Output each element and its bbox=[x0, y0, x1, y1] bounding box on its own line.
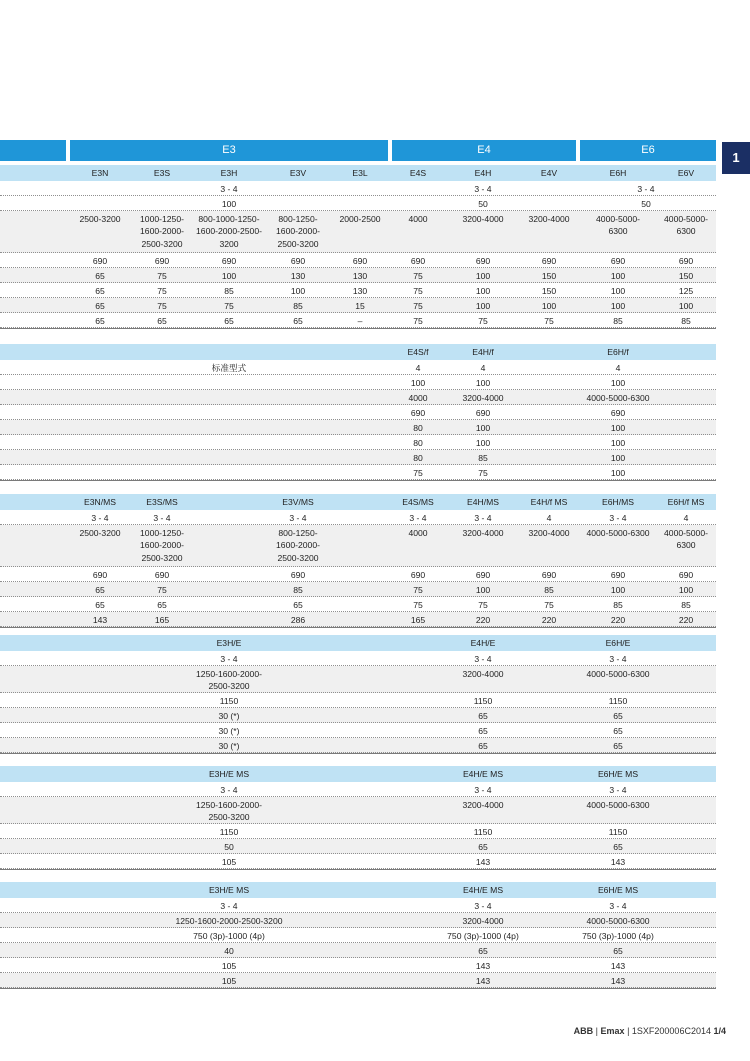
cell: 3 - 4 bbox=[220, 784, 238, 795]
cell: 65 bbox=[95, 300, 105, 311]
cell: 690 bbox=[410, 407, 426, 418]
cell: 100 bbox=[221, 270, 237, 281]
cell: 4000 bbox=[408, 527, 428, 538]
cell: 100 bbox=[610, 300, 626, 311]
cell: 3200-4000 bbox=[528, 213, 570, 224]
cell: 4000-5000-6300 bbox=[586, 668, 650, 679]
cell: 85 bbox=[681, 599, 691, 610]
col-header: E4H/E bbox=[470, 638, 496, 648]
table-end-rule bbox=[0, 328, 716, 329]
cell: 1150 bbox=[608, 826, 628, 837]
group-header-e6 bbox=[580, 140, 716, 161]
table-row bbox=[0, 913, 716, 928]
table-row bbox=[0, 708, 716, 723]
col-header: E3H bbox=[220, 168, 238, 178]
cell: 30 (*) bbox=[218, 740, 240, 751]
table-row bbox=[0, 928, 716, 943]
table-row bbox=[0, 693, 716, 708]
cell: 690 bbox=[290, 569, 306, 580]
group-header-e4-label: E4 bbox=[477, 144, 491, 156]
table-header-row bbox=[0, 766, 716, 782]
footer-page-number: 1/4 bbox=[713, 1026, 726, 1036]
cell: 3 - 4 bbox=[474, 784, 492, 795]
col-header: E3V/MS bbox=[282, 497, 314, 507]
cell: 800-1250-1600-2000-2500-3200 bbox=[276, 213, 320, 249]
cell: 690 bbox=[290, 255, 306, 266]
table-header-row bbox=[0, 494, 716, 510]
table-row bbox=[0, 723, 716, 738]
cell: 75 bbox=[478, 599, 488, 610]
cell: 65 bbox=[95, 599, 105, 610]
cell: 3 - 4 bbox=[409, 512, 427, 523]
cell: 3 - 4 bbox=[220, 900, 238, 911]
cell: 100 bbox=[475, 377, 491, 388]
cell: 143 bbox=[475, 975, 491, 986]
cell: 100 bbox=[678, 584, 694, 595]
group-header-left bbox=[0, 140, 66, 161]
table-row bbox=[0, 390, 716, 405]
cell: 30 (*) bbox=[218, 725, 240, 736]
table-row bbox=[0, 738, 716, 753]
cell: 75 bbox=[157, 270, 167, 281]
cell: 75 bbox=[413, 599, 423, 610]
cell: 750 (3p)-1000 (4p) bbox=[193, 930, 265, 941]
cell: 3 - 4 bbox=[153, 512, 171, 523]
cell: 65 bbox=[478, 725, 488, 736]
cell: 4 bbox=[546, 512, 552, 523]
table-end-rule bbox=[0, 988, 716, 989]
cell: 800-1000-1250-1600-2000-2500-3200 bbox=[196, 213, 262, 249]
table-end-rule bbox=[0, 869, 716, 870]
cell: 65 bbox=[478, 841, 488, 852]
col-header: E3N/MS bbox=[84, 497, 116, 507]
table-row bbox=[0, 973, 716, 988]
cell: 690 bbox=[541, 569, 557, 580]
cell: 75 bbox=[157, 285, 167, 296]
table-end-rule bbox=[0, 480, 716, 481]
cell: 85 bbox=[293, 300, 303, 311]
table-header-row bbox=[0, 635, 716, 651]
table-row bbox=[0, 181, 716, 196]
cell: 100 bbox=[541, 300, 557, 311]
cell: 4 bbox=[415, 362, 421, 373]
cell: 125 bbox=[678, 285, 694, 296]
col-header: E3S bbox=[153, 168, 171, 178]
cell: 3 - 4 bbox=[609, 512, 627, 523]
cell: 130 bbox=[290, 270, 306, 281]
cell: 100 bbox=[475, 584, 491, 595]
cell: 143 bbox=[475, 960, 491, 971]
cell: 50 bbox=[641, 198, 651, 209]
page-footer bbox=[574, 1026, 726, 1036]
col-header: E4H/MS bbox=[467, 497, 499, 507]
cell: 143 bbox=[610, 960, 626, 971]
cell: 690 bbox=[221, 255, 237, 266]
cell: 690 bbox=[92, 255, 108, 266]
footer-separator: | bbox=[595, 1026, 601, 1036]
cell: 100 bbox=[610, 452, 626, 463]
cell: 750 (3p)-1000 (4p) bbox=[447, 930, 519, 941]
table-ms-versions bbox=[0, 494, 716, 628]
cell: 100 bbox=[610, 270, 626, 281]
col-header: E6H/MS bbox=[602, 497, 634, 507]
table-row bbox=[0, 958, 716, 973]
footer-doc-number: 1SXF200006C2014 bbox=[631, 1026, 711, 1036]
cell: 690 bbox=[475, 569, 491, 580]
cell: 143 bbox=[610, 975, 626, 986]
cell: 75 bbox=[544, 599, 554, 610]
cell: 3 - 4 bbox=[91, 512, 109, 523]
table-row bbox=[0, 839, 716, 854]
cell: 3200-4000 bbox=[462, 799, 504, 810]
col-header: E4S bbox=[409, 168, 427, 178]
cell: 690 bbox=[541, 255, 557, 266]
footer-separator: | bbox=[627, 1026, 632, 1036]
cell: 105 bbox=[221, 975, 237, 986]
table-row bbox=[0, 651, 716, 666]
cell: 4000-5000-6300 bbox=[586, 392, 650, 403]
cell: 286 bbox=[290, 614, 306, 625]
col-header: E6V bbox=[677, 168, 695, 178]
cell: 3200-4000 bbox=[462, 915, 504, 926]
cell: 1150 bbox=[473, 826, 493, 837]
cell: 1150 bbox=[473, 695, 493, 706]
cell: 75 bbox=[478, 315, 488, 326]
cell: 100 bbox=[610, 467, 626, 478]
cell: 4000-5000-6300 bbox=[586, 799, 650, 810]
cell: 1000-1250-1600-2000-2500-3200 bbox=[140, 213, 184, 249]
cell: 3 - 4 bbox=[474, 512, 492, 523]
col-header: E6H/E MS bbox=[597, 885, 639, 895]
cell: 40 bbox=[224, 945, 234, 956]
cell: 690 bbox=[475, 255, 491, 266]
cell: 100 bbox=[475, 270, 491, 281]
cell: 4000-5000-6300 bbox=[664, 527, 708, 550]
col-header: E4H bbox=[474, 168, 492, 178]
cell: 65 bbox=[478, 740, 488, 751]
cell: 4 bbox=[683, 512, 689, 523]
cell: 690 bbox=[678, 255, 694, 266]
cell: 1250-1600-2000-2500-3200 bbox=[196, 668, 262, 691]
col-header: E6H/E bbox=[605, 638, 631, 648]
cell: 105 bbox=[221, 856, 237, 867]
cell: 65 bbox=[613, 725, 623, 736]
cell: 65 bbox=[478, 710, 488, 721]
cell: 85 bbox=[293, 584, 303, 595]
cell: 100 bbox=[475, 285, 491, 296]
cell: 690 bbox=[410, 569, 426, 580]
cell: 65 bbox=[478, 945, 488, 956]
cell: 690 bbox=[154, 569, 170, 580]
cell: 75 bbox=[224, 300, 234, 311]
cell: 4000-5000-6300 bbox=[596, 213, 640, 236]
col-header: E3L bbox=[352, 168, 368, 178]
cell: 1150 bbox=[219, 826, 239, 837]
cell: 75 bbox=[157, 584, 167, 595]
table-row bbox=[0, 854, 716, 869]
col-header: E3N bbox=[91, 168, 109, 178]
cell: 165 bbox=[154, 614, 170, 625]
col-header: E4H/E MS bbox=[462, 769, 504, 779]
cell: 80 bbox=[413, 452, 423, 463]
cell: 65 bbox=[157, 599, 167, 610]
cell: 100 bbox=[410, 377, 426, 388]
cell: 80 bbox=[413, 437, 423, 448]
table-header-row bbox=[0, 165, 716, 181]
table-row bbox=[0, 360, 716, 375]
cell: 130 bbox=[352, 285, 368, 296]
cell: 75 bbox=[413, 584, 423, 595]
cell: 3 - 4 bbox=[609, 653, 627, 664]
table-row bbox=[0, 405, 716, 420]
cell: 65 bbox=[613, 710, 623, 721]
cell: 690 bbox=[410, 255, 426, 266]
cell: 65 bbox=[293, 599, 303, 610]
table-row bbox=[0, 567, 716, 582]
cell: 1250-1600-2000-2500-3200 bbox=[196, 799, 262, 822]
table-row bbox=[0, 666, 716, 693]
cell: 100 bbox=[610, 437, 626, 448]
cell: 80 bbox=[413, 422, 423, 433]
table-row bbox=[0, 597, 716, 612]
cell: 690 bbox=[610, 407, 626, 418]
group-header-e3-label: E3 bbox=[222, 144, 236, 156]
cell: 220 bbox=[475, 614, 491, 625]
cell: 3200-4000 bbox=[462, 668, 504, 679]
cell: 75 bbox=[478, 467, 488, 478]
cell: 143 bbox=[475, 856, 491, 867]
cell: 130 bbox=[352, 270, 368, 281]
col-header: E4S/MS bbox=[402, 497, 434, 507]
cell: 65 bbox=[95, 315, 105, 326]
table-row bbox=[0, 450, 716, 465]
table-row bbox=[0, 435, 716, 450]
cell: 100 bbox=[475, 300, 491, 311]
cell: 3 - 4 bbox=[474, 183, 492, 194]
cell: 85 bbox=[478, 452, 488, 463]
cell: 4000 bbox=[408, 392, 428, 403]
cell: 65 bbox=[613, 740, 623, 751]
cell: 75 bbox=[413, 300, 423, 311]
cell: 100 bbox=[290, 285, 306, 296]
cell: 4 bbox=[480, 362, 486, 373]
cell: 150 bbox=[678, 270, 694, 281]
table-row bbox=[0, 824, 716, 839]
cell: 100 bbox=[475, 422, 491, 433]
cell: 4000 bbox=[408, 213, 428, 224]
cell: 800-1250-1600-2000-2500-3200 bbox=[276, 527, 320, 563]
col-header: E3V bbox=[289, 168, 307, 178]
cell: 1000-1250-1600-2000-2500-3200 bbox=[140, 527, 184, 563]
cell: 3200-4000 bbox=[462, 392, 504, 403]
table-row bbox=[0, 283, 716, 298]
cell: 85 bbox=[544, 584, 554, 595]
footer-brand: ABB bbox=[573, 1026, 594, 1036]
table-row bbox=[0, 375, 716, 390]
cell: 100 bbox=[475, 437, 491, 448]
table-row bbox=[0, 797, 716, 824]
cell: 2500-3200 bbox=[79, 527, 121, 538]
cell: 100 bbox=[610, 377, 626, 388]
table-standard-breakers bbox=[0, 165, 716, 329]
cell: 220 bbox=[541, 614, 557, 625]
table-row bbox=[0, 268, 716, 283]
table-header-row bbox=[0, 882, 716, 898]
cell: 85 bbox=[613, 315, 623, 326]
table-row bbox=[0, 943, 716, 958]
table-row bbox=[0, 525, 716, 567]
cell: 85 bbox=[224, 285, 234, 296]
cell: 150 bbox=[541, 285, 557, 296]
cell: 65 bbox=[613, 841, 623, 852]
table-end-rule bbox=[0, 753, 716, 754]
cell: 690 bbox=[92, 569, 108, 580]
cell: 690 bbox=[610, 255, 626, 266]
cell: 100 bbox=[678, 300, 694, 311]
col-header: E3H/E bbox=[216, 638, 242, 648]
cell: 75 bbox=[544, 315, 554, 326]
cell: 4000-5000-6300 bbox=[664, 213, 708, 236]
col-header: E6H/f MS bbox=[667, 497, 705, 507]
table-header-row bbox=[0, 344, 716, 360]
cell: 1150 bbox=[608, 695, 628, 706]
col-header: E4H/f MS bbox=[530, 497, 568, 507]
cell: 65 bbox=[293, 315, 303, 326]
cell: 100 bbox=[610, 584, 626, 595]
group-header-e3 bbox=[70, 140, 388, 161]
cell: 3 - 4 bbox=[637, 183, 655, 194]
cell: 150 bbox=[541, 270, 557, 281]
cell: 3 - 4 bbox=[474, 900, 492, 911]
cell: 4000-5000-6300 bbox=[586, 527, 650, 538]
cell: 1250-1600-2000-2500-3200 bbox=[175, 915, 283, 926]
cell: 15 bbox=[355, 300, 365, 311]
table-e-ms-dc-versions bbox=[0, 882, 716, 989]
cell: 100 bbox=[610, 285, 626, 296]
cell: 50 bbox=[224, 841, 234, 852]
cell: 65 bbox=[95, 584, 105, 595]
cell: 65 bbox=[613, 945, 623, 956]
cell: 85 bbox=[613, 599, 623, 610]
cell: 100 bbox=[610, 422, 626, 433]
cell: 85 bbox=[681, 315, 691, 326]
table-row bbox=[0, 465, 716, 480]
cell: 690 bbox=[154, 255, 170, 266]
col-header: E6H/f bbox=[607, 347, 629, 357]
table-row bbox=[0, 211, 716, 253]
table-row bbox=[0, 582, 716, 597]
col-header: E3S/MS bbox=[146, 497, 178, 507]
cell: 65 bbox=[95, 285, 105, 296]
cell: 3200-4000 bbox=[462, 213, 504, 224]
table-end-rule bbox=[0, 627, 716, 628]
col-header: E4H/f bbox=[472, 347, 494, 357]
cell: 690 bbox=[352, 255, 368, 266]
cell: 143 bbox=[92, 614, 108, 625]
cell: 100 bbox=[221, 198, 237, 209]
cell: 1150 bbox=[219, 695, 239, 706]
table-row bbox=[0, 298, 716, 313]
cell: 50 bbox=[478, 198, 488, 209]
cell: 75 bbox=[413, 270, 423, 281]
cell: 30 (*) bbox=[218, 710, 240, 721]
cell: 65 bbox=[95, 270, 105, 281]
table-row bbox=[0, 782, 716, 797]
cell: 75 bbox=[413, 315, 423, 326]
cell: 2000-2500 bbox=[339, 213, 381, 224]
table-row bbox=[0, 196, 716, 211]
cell: 4 bbox=[615, 362, 621, 373]
cell: 143 bbox=[610, 856, 626, 867]
footer-product: Emax bbox=[600, 1026, 625, 1036]
col-header: E6H bbox=[609, 168, 627, 178]
table-row bbox=[0, 510, 716, 525]
cell: 690 bbox=[678, 569, 694, 580]
cell: 3 - 4 bbox=[289, 512, 307, 523]
table-e-ms-versions bbox=[0, 766, 716, 870]
cell: 220 bbox=[678, 614, 694, 625]
cell: 3 - 4 bbox=[220, 183, 238, 194]
table-row bbox=[0, 420, 716, 435]
cell: 4000-5000-6300 bbox=[586, 915, 650, 926]
table-row bbox=[0, 313, 716, 328]
group-header-e6-label: E6 bbox=[641, 144, 655, 156]
cell: 690 bbox=[610, 569, 626, 580]
col-header: E3H/E MS bbox=[208, 885, 250, 895]
cell: 3200-4000 bbox=[462, 527, 504, 538]
cell: 3 - 4 bbox=[474, 653, 492, 664]
cell: 3 - 4 bbox=[609, 784, 627, 795]
col-header: E4V bbox=[540, 168, 558, 178]
table-e-versions bbox=[0, 635, 716, 754]
table-row bbox=[0, 253, 716, 268]
cell: 75 bbox=[413, 285, 423, 296]
cell: 690 bbox=[475, 407, 491, 418]
chapter-tab[interactable]: 1 bbox=[722, 142, 750, 174]
cell: 220 bbox=[610, 614, 626, 625]
cell: 3 - 4 bbox=[220, 653, 238, 664]
cell: 105 bbox=[221, 960, 237, 971]
col-header: E6H/E MS bbox=[597, 769, 639, 779]
group-header-e4 bbox=[392, 140, 576, 161]
cell: 75 bbox=[157, 300, 167, 311]
cell: 3200-4000 bbox=[528, 527, 570, 538]
col-header: E4H/E MS bbox=[462, 885, 504, 895]
table-f-versions bbox=[0, 344, 716, 481]
col-header: E3H/E MS bbox=[208, 769, 250, 779]
cell: 65 bbox=[224, 315, 234, 326]
cell: – bbox=[357, 315, 363, 326]
table-row bbox=[0, 898, 716, 913]
cell: 165 bbox=[410, 614, 426, 625]
col-header: E4S/f bbox=[407, 347, 429, 357]
table-row bbox=[0, 612, 716, 627]
cell: 75 bbox=[413, 467, 423, 478]
cell: 65 bbox=[157, 315, 167, 326]
cell: 750 (3p)-1000 (4p) bbox=[582, 930, 654, 941]
cell: 3 - 4 bbox=[609, 900, 627, 911]
cell: 2500-3200 bbox=[79, 213, 121, 224]
standard-version-label: 标准型式 bbox=[211, 362, 247, 373]
